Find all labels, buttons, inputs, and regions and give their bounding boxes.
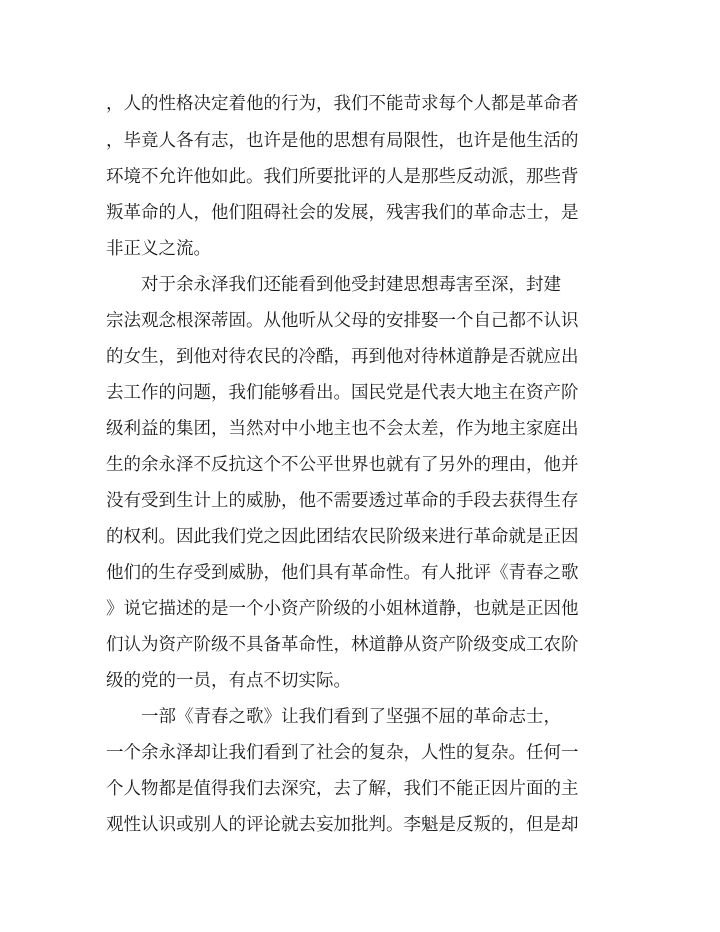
text-line: ，毕竟人各有志，也许是他的思想有局限性，也许是他生活的 — [106, 131, 579, 151]
text-line: 他们的生存受到威胁，他们具有革命性。有人批评《青春之歌 — [106, 563, 579, 583]
text-line: 宗法观念根深蒂固。从他听从父母的安排娶一个自己都不认识 — [106, 311, 579, 331]
text-line: 叛革命的人，他们阻碍社会的发展，残害我们的革命志士，是 — [106, 203, 579, 223]
text-line: 的女生，到他对待农民的冷酷，再到他对待林道静是否就应出 — [106, 347, 579, 367]
text-line: 级利益的集团，当然对中小地主也不会太差，作为地主家庭出 — [106, 419, 579, 439]
text-line: 没有受到生计上的威胁，他不需要透过革命的手段去获得生存 — [106, 491, 579, 511]
text-line: 级的党的一员，有点不切实际。 — [106, 671, 351, 691]
text-line: 生的余永泽不反抗这个不公平世界也就有了另外的理由，他并 — [106, 455, 579, 475]
text-line: 个人物都是值得我们去深究，去了解，我们不能正因片面的主 — [106, 779, 579, 799]
text-line: 们认为资产阶级不具备革命性，林道静从资产阶级变成工农阶 — [106, 635, 579, 655]
text-line: 对于余永泽我们还能看到他受封建思想毒害至深，封建 — [141, 275, 561, 295]
text-line: 的权利。因此我们党之因此团结农民阶级来进行革命就是正因 — [106, 527, 579, 547]
text-line: 非正义之流。 — [106, 239, 211, 259]
text-line: ，人的性格决定着他的行为，我们不能苛求每个人都是革命者 — [106, 94, 579, 114]
text-line: 》说它描述的是一个小资产阶级的小姐林道静，也就是正因他 — [106, 599, 579, 619]
text-line: 去工作的问题，我们能够看出。国民党是代表大地主在资产阶 — [106, 383, 579, 403]
text-line: 观性认识或别人的评论就去妄加批判。李魁是反叛的，但是却 — [106, 815, 579, 835]
text-line: 一个余永泽却让我们看到了社会的复杂，人性的复杂。任何一 — [106, 743, 579, 763]
text-line: 一部《青春之歌》让我们看到了坚强不屈的革命志士， — [141, 707, 561, 727]
text-line: 环境不允许他如此。我们所要批评的人是那些反动派，那些背 — [106, 167, 579, 187]
